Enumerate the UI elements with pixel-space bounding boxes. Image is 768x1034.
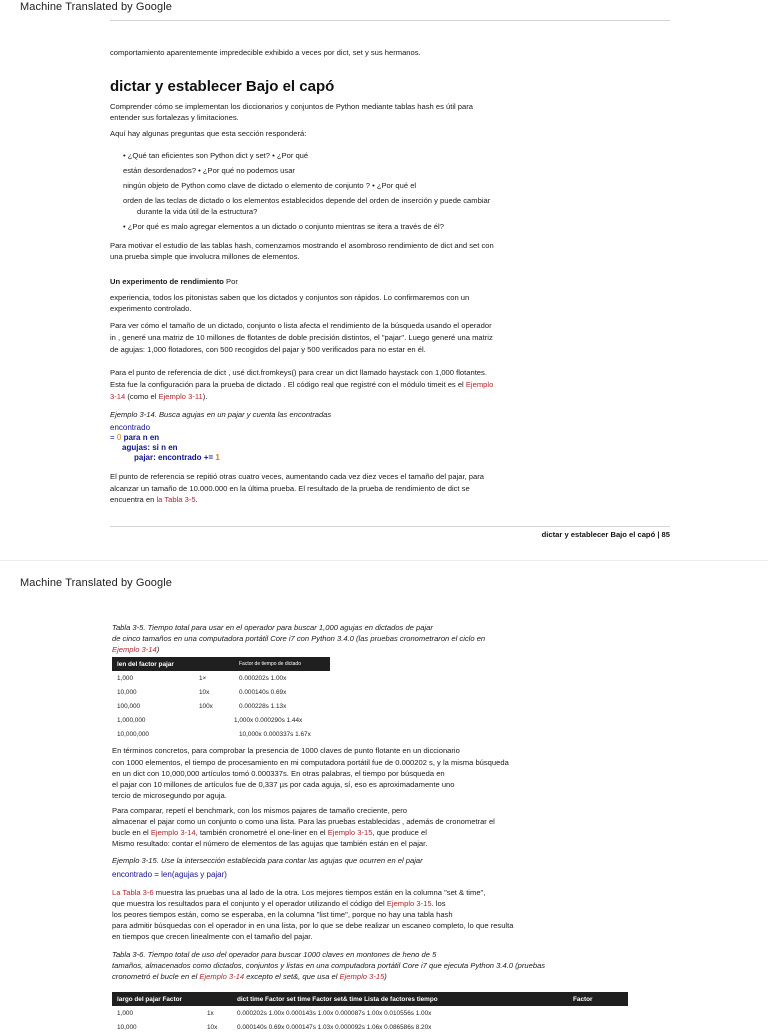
example-3-15-code: encontrado = len(agujas y pajar) xyxy=(112,870,227,879)
table-cell: 10x xyxy=(199,688,210,696)
table-cell: 10,000,000 xyxy=(117,730,149,738)
p2-text-3: , que produce el xyxy=(372,828,427,837)
bullet-line-2: están desordenados? • ¿Por qué no podemos usar xyxy=(123,166,295,175)
table-3-6 xyxy=(112,992,628,1034)
table2-caption-example-3-14-link[interactable]: Ejemplo 3-14 xyxy=(199,972,245,981)
paragraph-7-line-3 xyxy=(110,494,198,505)
paragraph-5-line-3: de agujas: 1,000 flotadores, con 500 recogidos del pajar y 500 verificados para no estar en él. xyxy=(110,345,426,354)
paragraph-2: Aquí hay algunas preguntas que esta sección responderá: xyxy=(110,129,307,138)
p2-paragraph-1-line-4: el pajar con 10 millones de artículos fue de 0,337 µs por cada aguja, sí, eso es aproximadamente uno xyxy=(112,780,455,789)
bullet-line-4: orden de las teclas de dictado o los elementos establecidos depende del orden de inserción y puede cambiar xyxy=(123,196,491,205)
paragraph-5-line-1: Para ver cómo el tamaño de un dictado, conjunto o lista afecta el rendimiento de la búsqueda usando el operador xyxy=(110,321,492,330)
paragraph-5-line-2: in , generé una matriz de 10 millones de flotantes de doble precisión distintos, el "pajar". Luego generé una matriz xyxy=(110,333,493,342)
paragraph-6-line-1: Para el punto de referencia de dict , usé dict.fromkeys() para crear un dict llamado haystack con 1,000 flotantes. xyxy=(110,368,487,377)
table-3-6-caption-line-2: tamaños, almacenados como dictados, conjuntos y listas en una computadora portátil Core i7 que ejecuta Python 3.4.0 (pruebas xyxy=(112,961,546,970)
table-3-6-caption-line-1: Tabla 3-6. Tiempo total de uso del operador para buscar 1000 claves en montones de heno de 5 xyxy=(112,950,437,959)
bullet-line-5: durante la vida útil de la estructura? xyxy=(137,207,258,216)
table-cell: 10,000x 0.000337s 1.67x xyxy=(239,730,311,738)
table-row xyxy=(112,713,330,727)
p2-paragraph-3-line-2 xyxy=(112,898,446,909)
table-3-6-link[interactable]: La Tabla 3-6 xyxy=(112,888,154,897)
table-3-5-caption-line-2: de cinco tamaños en una computadora portátil Core i7 con Python 3.4.0 (las pruebas cronometraron el ciclo en xyxy=(112,634,486,643)
code-line-2 xyxy=(110,433,159,443)
table-cell: 10,000 xyxy=(117,688,137,696)
table-header-cell xyxy=(194,657,234,671)
table-header-cell: Factor de tiempo de dictado xyxy=(234,657,330,671)
table-row xyxy=(112,685,330,699)
paragraph-6-line-2 xyxy=(110,379,493,390)
paragraph-1-line-1: Comprender cómo se implementan los diccionarios y conjuntos de Python mediante tablas hash es útil para xyxy=(110,102,474,111)
p3-text: muestra las pruebas una al lado de la otra. Los mejores tiempos están en la columna "set & time", xyxy=(153,888,486,897)
paragraph-3-line-1: Para motivar el estudio de las tablas hash, comenzamos mostrando el asombroso rendimiento de dict and set con xyxy=(110,241,494,250)
code-line-1: encontrado xyxy=(110,423,151,432)
table-cell: 0.000202s 1.00x 0.000143s 1.00x 0.000087s 1.00x 0.010556s 1.00x xyxy=(237,1009,432,1017)
table-header-cell: Factor xyxy=(568,992,628,1006)
table2-caption-example-3-15-link[interactable]: Ejemplo 3-15 xyxy=(339,972,385,981)
table-cell: 0.000228s 1.13x xyxy=(239,702,287,710)
bullet-line-6: • ¿Por qué es malo agregar elementos a un dictado o conjunto mientras se itera a través de él? xyxy=(123,222,444,231)
p2-paragraph-1-line-3: en un dict con 10,000,000 artículos tomó 0.000337s. En otras palabras, el tiempo por búsqueda en xyxy=(112,769,445,778)
table2-caption-text-2: excepto el set&, que usa el xyxy=(244,972,340,981)
code-increment: pajar: encontrado += xyxy=(134,453,216,462)
code-line-4 xyxy=(134,453,220,463)
example-3-15-link[interactable]: Ejemplo 3-15 xyxy=(327,828,373,837)
table-cell: 1,000x 0.000290s 1.44x xyxy=(234,716,303,724)
page-divider xyxy=(0,560,768,561)
table-row xyxy=(112,1020,628,1034)
experiment-heading: Un experimento de rendimiento xyxy=(110,277,224,286)
p2-paragraph-2-line-3 xyxy=(112,827,427,838)
paragraph-6-mid: (como el xyxy=(125,392,159,401)
table-header-cell: dict time Factor set time Factor set& time Lista de factores tiempo xyxy=(232,992,568,1006)
table-row xyxy=(112,699,330,713)
bullet-line-1: • ¿Qué tan eficientes son Python dict y set? • ¿Por qué xyxy=(123,151,309,160)
page-footer: dictar y establecer Bajo el capó | 85 xyxy=(541,530,670,539)
table-header-cell: len del factor pajar xyxy=(112,657,194,671)
table-header-row xyxy=(112,657,330,671)
table-cell: 0.000140s 0.69x 0.000147s 1.03x 0.000092s 1.06x 0.086586s 8.20x xyxy=(237,1023,432,1031)
p2-paragraph-2-line-1: Para comparar, repetí el benchmark, con los mismos pajares de tamaño creciente, pero xyxy=(112,806,408,815)
table-cell: 1x xyxy=(207,1009,214,1017)
table-caption-example-3-14-link[interactable]: Ejemplo 3-14 xyxy=(112,645,157,654)
code-for: para n en xyxy=(121,433,160,442)
paragraph-7-line-2: alcanzar un tamaño de 10.000.000 en la última prueba. El resultado de la prueba de rendimiento de dict se xyxy=(110,484,470,493)
table-cell: 0.000202s 1.00x xyxy=(239,674,287,682)
paragraph-6-end: ). xyxy=(202,392,208,401)
table2-caption-end: ) xyxy=(384,972,387,981)
paragraph-4-line-2: experimento controlado. xyxy=(110,304,192,313)
table-cell: 10x xyxy=(207,1023,218,1031)
table-cell: 1,000 xyxy=(117,1009,133,1017)
table-3-5-caption-line-1: Tabla 3-5. Tiempo total para usar en el operador para buscar 1,000 agujas en dictados de pajar xyxy=(112,623,433,632)
top-rule xyxy=(110,20,670,21)
table-header-cell: largo del pajar Factor xyxy=(112,992,202,1006)
paragraph-6-line-3 xyxy=(110,391,207,402)
p2-paragraph-1-line-1: En términos concretos, para comprobar la presencia de 1000 claves de punto flotante en un diccionario xyxy=(112,746,460,755)
paragraph-3-line-2: una prueba simple que involucra millones de elementos. xyxy=(110,252,300,261)
p2-paragraph-1-line-2: con 1000 elementos, el tiempo de procesamiento en mi computadora portátil fue de 0.000202 s, y la misma búsqueda xyxy=(112,758,509,767)
paragraph-6-line-2-text: Esta fue la configuración para la prueba de dictado . El código real que registré con el módulo timeit es el xyxy=(110,380,466,389)
example-3-14-caption: Ejemplo 3-14. Busca agujas en un pajar y cuenta las encontradas xyxy=(110,410,332,419)
table-cell: 1,000,000 xyxy=(117,716,146,724)
p2-paragraph-3-line-5: en tiempos que crecen linealmente con el tamaño del pajar. xyxy=(112,932,313,941)
table-header-row xyxy=(112,992,628,1006)
code-zero: 0 xyxy=(116,433,122,442)
table-row xyxy=(112,671,330,685)
p2-text: bucle en el xyxy=(112,828,151,837)
example-3-15-link-2[interactable]: Ejemplo 3-15 xyxy=(386,899,432,908)
table-cell: 10,000 xyxy=(117,1023,137,1031)
bullet-line-3: ningún objeto de Python como clave de dictado o elemento de conjunto ? • ¿Por qué el xyxy=(123,181,417,190)
table-3-5 xyxy=(112,657,330,741)
table-cell xyxy=(194,727,234,741)
experiment-heading-line xyxy=(110,276,238,287)
example-3-11-link[interactable]: Ejemplo 3-11 xyxy=(158,392,203,401)
p2-paragraph-3-line-4: para admitir búsquedas con el operador in en una lista, por lo que se debe realizar un escaneo completo, lo que resulta xyxy=(112,921,514,930)
code-one: 1 xyxy=(215,453,220,462)
section-heading: dictar y establecer Bajo el capó xyxy=(110,78,335,95)
example-3-14-link-part1[interactable]: Ejemplo xyxy=(465,380,494,389)
table-cell xyxy=(568,1020,628,1034)
paragraph-4-line-1: experiencia, todos los pitonistas saben que los dictados y conjuntos son rápidos. Lo confirmaremos con un xyxy=(110,293,470,302)
table-3-6-caption-line-3 xyxy=(112,971,387,982)
code-line-3: agujas: si n en xyxy=(122,443,178,452)
table-3-5-link[interactable]: la Tabla 3-5 xyxy=(156,495,196,504)
p2-paragraph-3-line-3: los peores tiempos están, como se esperaba, en la columna "list time", porque no hay una tabla hash xyxy=(112,910,453,919)
paragraph-1-line-2: entender sus fortalezas y limitaciones. xyxy=(110,113,239,122)
table-cell xyxy=(568,1006,628,1020)
experiment-heading-tail: Por xyxy=(223,277,238,286)
table-cell: 100x xyxy=(199,702,213,710)
intro-line: comportamiento aparentemente impredecible exhibido a veces por dict, set y sus hermanos. xyxy=(110,48,421,57)
machine-translated-banner-2: Machine Translated by Google xyxy=(20,577,172,589)
paragraph-7-end: . xyxy=(195,495,198,504)
p2-paragraph-2-line-4: Mismo resultado: contar el número de elementos de las agujas que también están en el pajar. xyxy=(112,839,428,848)
example-3-15-caption: Ejemplo 3-15. Use la intersección establecida para contar las agujas que ocurren en el pajar xyxy=(112,856,423,865)
machine-translated-banner: Machine Translated by Google xyxy=(20,1,172,13)
table-cell: 1× xyxy=(199,674,207,682)
table-row xyxy=(112,727,330,741)
code-assign: = xyxy=(110,433,117,442)
table-row xyxy=(112,1006,628,1020)
table-header-cell xyxy=(202,992,232,1006)
table-cell: 1,000 xyxy=(117,674,133,682)
table-3-5-caption-line-3 xyxy=(112,644,159,655)
example-3-14-link-part2[interactable]: 3-14 xyxy=(110,392,126,401)
p2-text-2: , también cronometré el one-liner en el xyxy=(195,828,328,837)
table-caption-end: ) xyxy=(156,645,160,654)
p2-paragraph-1-line-5: tercio de microsegundo por aguja. xyxy=(112,791,227,800)
p3-text-3: . los xyxy=(431,899,446,908)
p2-paragraph-3-line-1 xyxy=(112,887,485,898)
paragraph-7-text: encuentra en xyxy=(110,495,157,504)
p2-paragraph-2-line-2: almacenar el pajar como un conjunto o como una lista. Para las pruebas establecidas , además de cronometrar el xyxy=(112,817,495,826)
table-cell xyxy=(194,713,234,727)
footer-rule xyxy=(110,526,670,527)
table-cell: 100,000 xyxy=(117,702,141,710)
table2-caption-text: cronometró el bucle en el xyxy=(112,972,200,981)
example-3-14-link-2[interactable]: Ejemplo 3-14 xyxy=(150,828,196,837)
p3-text-2: que muestra los resultados para el conjunto y el operador utilizando el código del xyxy=(112,899,387,908)
table-cell: 0.000140s 0.69x xyxy=(239,688,287,696)
paragraph-7-line-1: El punto de referencia se repitió otras cuatro veces, aumentando cada vez diez veces el tamaño del pajar, para xyxy=(110,472,485,481)
